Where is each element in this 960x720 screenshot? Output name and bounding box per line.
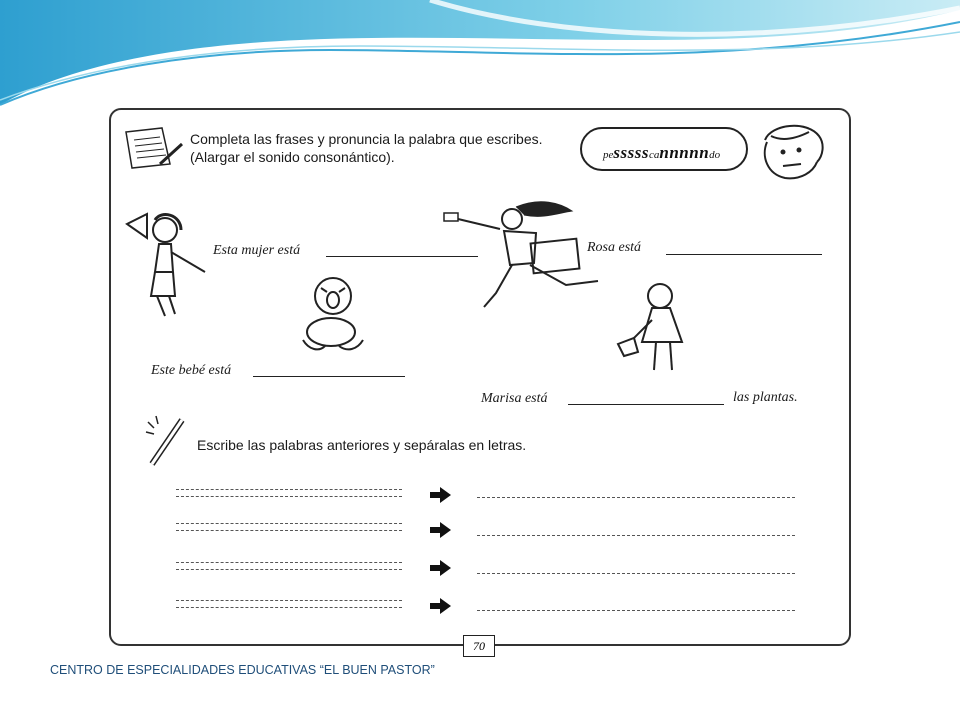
instruction-1-line-1: Completa las frases y pronuncia la palabra que escribes.	[190, 131, 543, 147]
sentence-4-suffix: las plantas.	[733, 390, 798, 405]
sentence-4-blank[interactable]	[568, 404, 724, 405]
bubble-part-n: nnnnn	[659, 143, 710, 162]
arrow-right-icon	[430, 597, 452, 615]
tired-face-illustration	[757, 122, 827, 184]
sentence-2-blank[interactable]	[666, 254, 822, 255]
running-woman-illustration	[440, 193, 608, 315]
sentence-4-prefix: Marisa está	[481, 391, 548, 406]
sentence-2-prefix: Rosa está	[587, 240, 642, 255]
woman-megaphone-illustration	[125, 210, 217, 322]
sentence-3-prefix: Este bebé está	[151, 363, 232, 378]
arrow-right-icon	[430, 559, 452, 577]
arrow-right-icon	[430, 486, 452, 504]
bubble-part-ca: ca	[648, 149, 660, 161]
instruction-2: Escribe las palabras anteriores y sepáralas en letras.	[197, 437, 527, 453]
crying-baby-illustration	[295, 274, 367, 356]
girl-watering-illustration	[612, 280, 698, 382]
arrow-right-icon	[430, 521, 452, 539]
sentence-1-prefix: Esta mujer está	[213, 243, 301, 258]
page-number: 70	[463, 635, 495, 657]
bubble-part-do: do	[709, 149, 721, 161]
sentence-3-blank[interactable]	[253, 376, 405, 377]
footer-text: CENTRO DE ESPECIALIDADES EDUCATIVAS “EL BUEN PASTOR”	[50, 663, 435, 677]
bubble-part-s: sssss	[613, 143, 649, 162]
writing-paper-icon	[122, 126, 184, 172]
bubble-part-pe: pe	[603, 149, 614, 161]
instruction-1-line-2: (Alargar el sonido consonántico).	[190, 149, 395, 165]
speech-bubble-text	[603, 143, 720, 163]
pencil-icon	[144, 412, 190, 470]
